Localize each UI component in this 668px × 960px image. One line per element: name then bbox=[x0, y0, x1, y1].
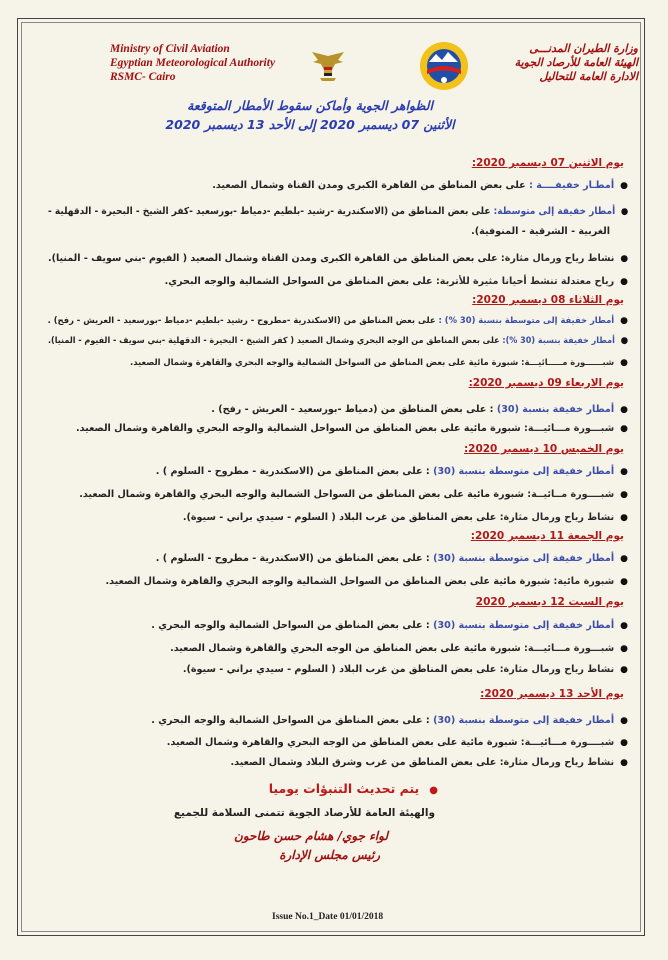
forecast-line bbox=[48, 206, 628, 218]
bullet-icon: ● bbox=[620, 405, 628, 415]
forecast-line bbox=[183, 664, 628, 676]
update-notice bbox=[269, 781, 438, 796]
bullet-icon: ● bbox=[620, 554, 628, 564]
bullet-icon: ● bbox=[620, 490, 628, 500]
forecast-line bbox=[170, 643, 628, 655]
forecast-label: نشاط رياح ورمال مثارة: bbox=[499, 757, 615, 768]
forecast-line bbox=[48, 314, 628, 327]
forecast-text: على بعض المناطق من القاهرة الكبرى ومدن القناة وشمال الصعيد ( الفيوم -بني سويف - المنيا). bbox=[47, 253, 501, 264]
forecast-text: على بعض المناطق من غرب البلاد ( السلوم - سيدي براني - سيوة). bbox=[182, 512, 500, 523]
signature-role: رئيس مجلس الإدارة bbox=[279, 848, 380, 862]
day-heading: يوم الثلاثاء 08 ديسمبر 2020: bbox=[472, 294, 624, 306]
bullet-icon: ● bbox=[620, 181, 628, 191]
forecast-label: نشاط رياح ورمال مثارة: bbox=[500, 253, 615, 264]
header-arabic bbox=[515, 42, 638, 84]
forecast-text: شبورة مائية على بعض المناطق من السواحل الشمالية والوجه البحري والقاهرة وشمال الصعيد. bbox=[79, 489, 528, 500]
forecast-line bbox=[151, 620, 628, 632]
forecast-label: أمطار خفيفة إلى متوسطة بنسبة (30) bbox=[433, 715, 615, 726]
forecast-label: شبــــــورة مـــــائيـــة: bbox=[521, 357, 615, 367]
forecast-label: شبورة مائية: bbox=[553, 576, 615, 587]
forecast-line bbox=[167, 737, 628, 749]
forecast-text: على بعض المناطق من السواحل الشمالية والوجه البحري. bbox=[164, 276, 436, 287]
forecast-text: شبورة مائية على بعض المناطق من السواحل الشمالية والوجه البحري والقاهرة وشمال الصعيد. bbox=[105, 576, 554, 587]
forecast-text: : على بعض المناطق من السواحل الشمالية والوجه البحري . bbox=[151, 620, 434, 631]
forecast-text: على بعض المناطق من (الاسكندرية -مطروح - رشيد -بلطيم -دمياط -بورسعيد - العريش - رفح) . bbox=[47, 315, 439, 325]
forecast-text: على بعض المناطق من غرب وشرق البلاد وشمال الصعيد. bbox=[230, 757, 500, 768]
forecast-text: على بعض المناطق من غرب البلاد ( السلوم - سيدي براني - سيوة). bbox=[182, 664, 500, 675]
forecast-text: على بعض المناطق من الوجه البحري وشمال الصعيد ( كفر الشيخ - البحيرة - الدقهلية -بني سويف - الفيوم - المنيا). bbox=[47, 335, 503, 345]
forecast-label: أمطار خفيفة بنسبة (30) bbox=[496, 404, 615, 415]
signature-name: لواء جوي/ هشام حسن طاحون bbox=[234, 829, 388, 843]
authority-name-en: Egyptian Meteorological Authority bbox=[110, 57, 276, 69]
forecast-label: أمطار خفيفة إلى متوسطة بنسبة (30) bbox=[433, 553, 615, 564]
bullet-icon: ● bbox=[429, 785, 438, 796]
forecast-line bbox=[105, 576, 628, 588]
bullet-icon: ● bbox=[620, 467, 628, 477]
bullet-icon: ● bbox=[620, 665, 628, 675]
day-heading: يوم الاثنين 07 ديسمبر 2020: bbox=[471, 157, 624, 169]
authority-name-ar: الهيئة العامة للأرصاد الجوية bbox=[514, 56, 638, 69]
forecast-text: شبورة مائية على بعض المناطق من الوجه البحري والقاهرة وشمال الصعيد. bbox=[170, 643, 525, 654]
forecast-label: شبـــورة مـــائيـــة: bbox=[524, 423, 615, 434]
rsmc-name-en: RSMC- Cairo bbox=[110, 71, 176, 83]
forecast-label: أمطار خفيفة بنسبة (30 %): bbox=[502, 335, 615, 345]
forecast-line bbox=[211, 404, 628, 416]
forecast-line bbox=[48, 253, 628, 265]
bullet-icon: ● bbox=[620, 644, 628, 654]
forecast-line bbox=[231, 757, 628, 769]
forecast-text: على بعض المناطق من (الاسكندرية -رشيد -بلطيم -دمياط -بورسعيد -كفر الشيخ - البحيرة - الدقهلية - bbox=[47, 206, 494, 217]
bullet-icon: ● bbox=[620, 336, 628, 346]
forecast-label: نشاط رياح ورمال مثارة: bbox=[499, 512, 615, 523]
update-text: يتم تحديث التنبؤات يوميا bbox=[268, 781, 420, 796]
forecast-line bbox=[165, 276, 628, 288]
forecast-line bbox=[79, 489, 628, 501]
document-period: الأثنين 07 ديسمبر 2020 إلى الأحد 13 ديسمبر 2020 bbox=[165, 117, 455, 132]
department-name-ar: الادارة العامة للتحاليل bbox=[539, 70, 638, 83]
forecast-label: شبــــورة مــائيــة: bbox=[527, 489, 615, 500]
forecast-line bbox=[151, 715, 628, 727]
ema-logo-icon bbox=[418, 40, 470, 92]
forecast-label: شبـــورة مـــائيـــة: bbox=[524, 643, 615, 654]
forecast-label: أمطار خفيفة إلى متوسطة بنسبة (30) bbox=[433, 466, 615, 477]
forecast-text: : على بعض المناطق من (الاسكندرية - مطروح - السلوم ) . bbox=[155, 553, 434, 564]
ministry-name-en: Ministry of Civil Aviation bbox=[110, 43, 230, 55]
forecast-label: أمطار خفيفة إلى متوسطة بنسبة (30 %) : bbox=[438, 315, 615, 325]
bullet-icon: ● bbox=[620, 254, 628, 264]
forecast-line bbox=[130, 356, 628, 369]
bullet-icon: ● bbox=[620, 358, 628, 368]
forecast-label: رياح معتدلة تنشط أحيانا مثيرة للأتربة: bbox=[435, 276, 615, 287]
document-title: الظواهر الجوية وأماكن سقوط الأمطار المتوقعة bbox=[187, 98, 433, 113]
forecast-text: على بعض المناطق من القاهرة الكبرى ومدن القناة وشمال الصعيد. bbox=[212, 180, 530, 191]
day-heading: يوم الاربعاء 09 ديسمبر 2020: bbox=[468, 377, 624, 389]
forecast-line bbox=[212, 180, 628, 192]
forecast-label: شبــــورة مـــائيـــة: bbox=[520, 737, 615, 748]
forecast-line bbox=[156, 553, 628, 565]
header-english bbox=[110, 42, 275, 84]
forecast-line bbox=[156, 466, 628, 478]
bullet-icon: ● bbox=[620, 207, 628, 217]
eagle-emblem-icon bbox=[310, 50, 346, 84]
day-heading: يوم الخميس 10 ديسمبر 2020: bbox=[463, 443, 624, 455]
forecast-line bbox=[48, 334, 628, 347]
day-heading: يوم الجمعة 11 ديسمبر 2020: bbox=[470, 530, 624, 542]
forecast-label: أمطـار خفيفــــة : bbox=[529, 180, 615, 191]
forecast-label: أمطار خفيفة إلى متوسطة: bbox=[493, 206, 615, 217]
forecast-text: شبورة مائية على بعض المناطق من السواحل الشمالية والوجه البحري والقاهرة وشمال الصعيد. bbox=[75, 423, 525, 434]
forecast-text: شبورة مائية على بعض المناطق من الوجه البحري والقاهرة وشمال الصعيد. bbox=[166, 737, 521, 748]
forecast-text: : على بعض المناطق من (الاسكندرية - مطروح - السلوم ) . bbox=[155, 466, 434, 477]
forecast-label: أمطار خفيفة إلى متوسطة بنسبة (30) bbox=[433, 620, 615, 631]
bullet-icon: ● bbox=[620, 738, 628, 748]
forecast-text: الغربية - الشرقية - المنوفية). bbox=[471, 226, 610, 237]
bullet-icon: ● bbox=[620, 758, 628, 768]
bullet-icon: ● bbox=[620, 316, 628, 326]
bullet-icon: ● bbox=[620, 513, 628, 523]
day-heading: يوم السبت 12 ديسمبر 2020 bbox=[475, 596, 624, 608]
forecast-line bbox=[471, 226, 610, 238]
forecast-text: : على بعض المناطق من (دمياط -بورسعيد - العريش - رفح) . bbox=[211, 404, 497, 415]
bullet-icon: ● bbox=[620, 277, 628, 287]
issue-footer: Issue No.1_Date 01/01/2018 bbox=[272, 912, 384, 922]
ministry-name-ar: وزارة الطيران المدنـــى bbox=[529, 42, 638, 55]
bullet-icon: ● bbox=[620, 716, 628, 726]
forecast-label: نشاط رياح ورمال مثارة: bbox=[499, 664, 615, 675]
forecast-text: : على بعض المناطق من السواحل الشمالية والوجه البحري . bbox=[151, 715, 434, 726]
bullet-icon: ● bbox=[620, 577, 628, 587]
bullet-icon: ● bbox=[620, 621, 628, 631]
forecast-line bbox=[183, 512, 628, 524]
forecast-line bbox=[76, 423, 628, 435]
closing-wishes: والهيئة العامة للأرصاد الجوية تتمنى السلامة للجميع bbox=[173, 807, 435, 819]
day-heading: يوم الأحد 13 ديسمبر 2020: bbox=[480, 688, 624, 700]
bullet-icon: ● bbox=[620, 424, 628, 434]
forecast-text: شبورة مائية على بعض المناطق من السواحل الشمالية والوجه البحري والقاهرة وشمال الصعيد. bbox=[130, 357, 522, 367]
